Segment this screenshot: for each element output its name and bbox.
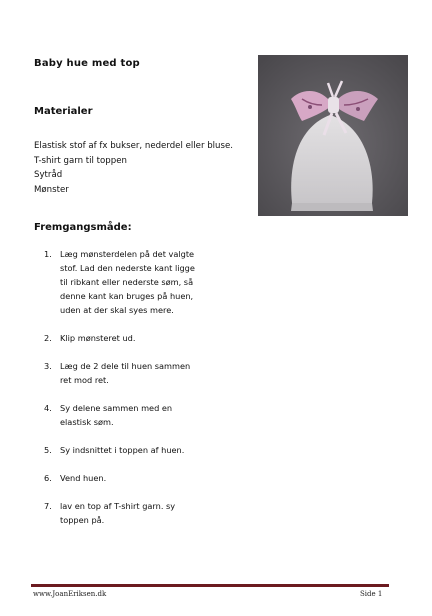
step-text: lav en top af T-shirt garn. sy toppen på. [60, 501, 176, 525]
materials-item: Mønster [34, 184, 69, 195]
step-number: 3. [44, 361, 52, 371]
step-text: Vend huen. [60, 473, 107, 483]
step-item [44, 401, 195, 429]
hat-photo-icon [258, 55, 408, 216]
step-number: 7. [44, 501, 52, 511]
step-number: 6. [44, 473, 52, 483]
step-text: Læg mønsterdelen på det valgte stof. Lad den nederste kant ligge til ribkant eller nederste søm, så denne kant kan bruges på huen, uden at der skal syes mere. [60, 249, 195, 315]
procedure-heading: Fremgangsmåde: [34, 222, 132, 233]
materials-item: T-shirt garn til toppen [34, 155, 127, 166]
step-number: 1. [44, 249, 52, 259]
step-text: Sy delene sammen med en elastisk søm. [60, 403, 173, 427]
step-text: Klip mønsteret ud. [60, 333, 136, 343]
footer-divider [31, 584, 389, 587]
step-item [44, 331, 195, 345]
step-item [44, 247, 195, 317]
step-number: 2. [44, 333, 52, 343]
materials-item: Elastisk stof af fx bukser, nederdel eller bluse. [34, 141, 233, 151]
materials-heading: Materialer [34, 106, 93, 117]
hat-photo [258, 55, 408, 216]
footer-website: www.JoanEriksen.dk [33, 590, 107, 598]
step-item [44, 443, 195, 457]
page-title: Baby hue med top [34, 58, 140, 69]
step-text: Sy indsnittet i toppen af huen. [60, 445, 185, 455]
step-item [44, 359, 195, 387]
step-number: 4. [44, 403, 52, 413]
step-item [44, 471, 195, 485]
step-item [44, 499, 195, 527]
step-text: Læg de 2 dele til huen sammen ret mod ret. [60, 361, 191, 385]
procedure-steps [44, 247, 195, 527]
step-number: 5. [44, 445, 52, 455]
footer-page-number: Side 1 [360, 590, 383, 598]
materials-item: Sytråd [34, 170, 63, 180]
materials-list [34, 139, 233, 197]
